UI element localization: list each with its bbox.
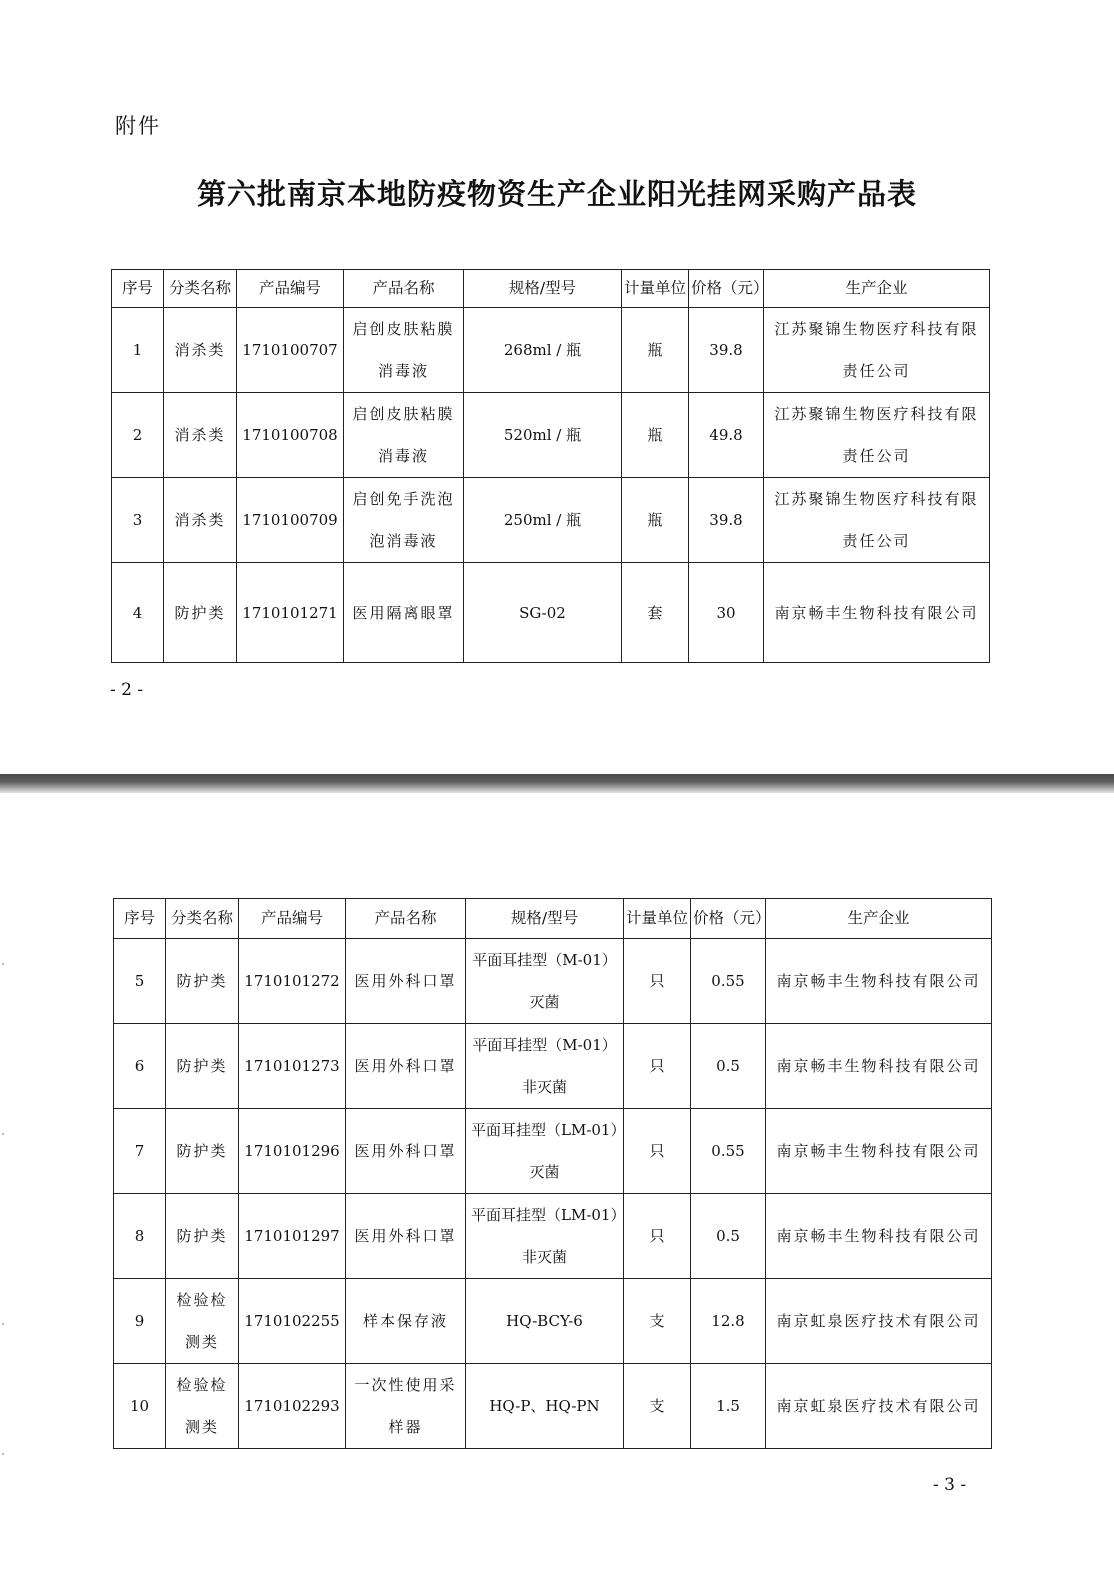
cell-name: 医用隔离眼罩 <box>344 563 464 663</box>
cell-name: 样本保存液 <box>346 1279 466 1364</box>
cell-spec: SG-02 <box>464 563 622 663</box>
product-table-page-3 <box>113 898 992 1449</box>
cell-no: 10 <box>114 1364 166 1449</box>
header-unit: 计量单位 <box>622 270 689 308</box>
page-number: - 3 - <box>933 1475 967 1495</box>
cell-code: 1710101271 <box>237 563 344 663</box>
cell-unit: 瓶 <box>622 393 689 478</box>
cell-unit: 瓶 <box>622 478 689 563</box>
cell-name: 启创皮肤粘膜消毒液 <box>344 308 464 393</box>
cell-code: 1710102293 <box>239 1364 346 1449</box>
header-company: 生产企业 <box>764 270 990 308</box>
cell-code: 1710100709 <box>237 478 344 563</box>
cell-company: 江苏聚锦生物医疗科技有限责任公司 <box>764 308 990 393</box>
cell-unit: 只 <box>624 1024 691 1109</box>
header-category: 分类名称 <box>164 270 237 308</box>
header-name: 产品名称 <box>346 899 466 939</box>
cell-price: 39.8 <box>689 308 764 393</box>
header-spec: 规格/型号 <box>464 270 622 308</box>
table-row <box>114 1109 992 1194</box>
scan-speck <box>2 1133 4 1135</box>
table-row <box>112 308 990 393</box>
cell-unit: 支 <box>624 1364 691 1449</box>
cell-category: 检验检测类 <box>166 1279 239 1364</box>
header-unit: 计量单位 <box>624 899 691 939</box>
cell-spec: HQ-BCY-6 <box>466 1279 624 1364</box>
cell-no: 1 <box>112 308 164 393</box>
header-code: 产品编号 <box>237 270 344 308</box>
cell-no: 2 <box>112 393 164 478</box>
table-header-row <box>112 270 990 308</box>
cell-category: 消杀类 <box>164 308 237 393</box>
cell-unit: 支 <box>624 1279 691 1364</box>
cell-company: 江苏聚锦生物医疗科技有限责任公司 <box>764 478 990 563</box>
cell-name: 医用外科口罩 <box>346 1024 466 1109</box>
cell-spec: 平面耳挂型（LM-01）灭菌 <box>466 1109 624 1194</box>
page-separator <box>0 774 1114 793</box>
cell-code: 1710101297 <box>239 1194 346 1279</box>
cell-company: 南京畅丰生物科技有限公司 <box>766 1024 992 1109</box>
header-price: 价格（元） <box>691 899 766 939</box>
header-spec: 规格/型号 <box>466 899 624 939</box>
cell-spec: 250ml / 瓶 <box>464 478 622 563</box>
cell-price: 39.8 <box>689 478 764 563</box>
cell-name: 启创皮肤粘膜消毒液 <box>344 393 464 478</box>
cell-code: 1710100707 <box>237 308 344 393</box>
cell-company: 南京虹泉医疗技术有限公司 <box>766 1364 992 1449</box>
cell-price: 0.55 <box>691 1109 766 1194</box>
header-no: 序号 <box>114 899 166 939</box>
cell-category: 防护类 <box>166 939 239 1024</box>
cell-company: 南京畅丰生物科技有限公司 <box>766 1194 992 1279</box>
table-row <box>114 1194 992 1279</box>
table-header-row <box>114 899 992 939</box>
cell-spec: 268ml / 瓶 <box>464 308 622 393</box>
header-name: 产品名称 <box>344 270 464 308</box>
table-row <box>114 1279 992 1364</box>
cell-price: 0.55 <box>691 939 766 1024</box>
cell-category: 防护类 <box>166 1109 239 1194</box>
scan-speck <box>2 963 4 965</box>
cell-unit: 套 <box>622 563 689 663</box>
cell-spec: 平面耳挂型（M-01）灭菌 <box>466 939 624 1024</box>
cell-unit: 只 <box>624 1109 691 1194</box>
cell-spec: 平面耳挂型（M-01）非灭菌 <box>466 1024 624 1109</box>
header-category: 分类名称 <box>166 899 239 939</box>
cell-unit: 只 <box>624 939 691 1024</box>
header-company: 生产企业 <box>766 899 992 939</box>
cell-category: 防护类 <box>166 1194 239 1279</box>
cell-no: 9 <box>114 1279 166 1364</box>
cell-price: 0.5 <box>691 1024 766 1109</box>
cell-code: 1710101273 <box>239 1024 346 1109</box>
document-title: 第六批南京本地防疫物资生产企业阳光挂网采购产品表 <box>196 177 917 211</box>
cell-category: 检验检测类 <box>166 1364 239 1449</box>
table-row <box>112 563 990 663</box>
header-no: 序号 <box>112 270 164 308</box>
table-row <box>112 478 990 563</box>
cell-name: 医用外科口罩 <box>346 1109 466 1194</box>
header-code: 产品编号 <box>239 899 346 939</box>
cell-code: 1710101272 <box>239 939 346 1024</box>
cell-company: 南京畅丰生物科技有限公司 <box>764 563 990 663</box>
table-row <box>114 939 992 1024</box>
table-row <box>114 1024 992 1109</box>
cell-spec: HQ-P、HQ-PN <box>466 1364 624 1449</box>
cell-no: 5 <box>114 939 166 1024</box>
scan-speck <box>2 1453 4 1455</box>
cell-company: 南京畅丰生物科技有限公司 <box>766 1109 992 1194</box>
scan-speck <box>2 1323 4 1325</box>
header-price: 价格（元） <box>689 270 764 308</box>
cell-category: 防护类 <box>164 563 237 663</box>
cell-name: 一次性使用采样器 <box>346 1364 466 1449</box>
product-table-page-2 <box>111 269 990 663</box>
cell-price: 1.5 <box>691 1364 766 1449</box>
cell-company: 南京畅丰生物科技有限公司 <box>766 939 992 1024</box>
cell-category: 防护类 <box>166 1024 239 1109</box>
cell-no: 7 <box>114 1109 166 1194</box>
cell-no: 6 <box>114 1024 166 1109</box>
cell-company: 江苏聚锦生物医疗科技有限责任公司 <box>764 393 990 478</box>
cell-spec: 平面耳挂型（LM-01）非灭菌 <box>466 1194 624 1279</box>
cell-code: 1710100708 <box>237 393 344 478</box>
cell-unit: 瓶 <box>622 308 689 393</box>
document-page-2 <box>0 0 1114 774</box>
cell-company: 南京虹泉医疗技术有限公司 <box>766 1279 992 1364</box>
cell-price: 12.8 <box>691 1279 766 1364</box>
cell-price: 49.8 <box>689 393 764 478</box>
table-row <box>114 1364 992 1449</box>
cell-code: 1710102255 <box>239 1279 346 1364</box>
cell-spec: 520ml / 瓶 <box>464 393 622 478</box>
cell-name: 医用外科口罩 <box>346 1194 466 1279</box>
cell-code: 1710101296 <box>239 1109 346 1194</box>
cell-category: 消杀类 <box>164 478 237 563</box>
cell-no: 8 <box>114 1194 166 1279</box>
cell-name: 医用外科口罩 <box>346 939 466 1024</box>
cell-unit: 只 <box>624 1194 691 1279</box>
cell-price: 0.5 <box>691 1194 766 1279</box>
table-row <box>112 393 990 478</box>
cell-no: 3 <box>112 478 164 563</box>
page-number: - 2 - <box>110 680 144 700</box>
cell-name: 启创免手洗泡泡消毒液 <box>344 478 464 563</box>
cell-price: 30 <box>689 563 764 663</box>
attachment-label: 附件 <box>115 114 161 138</box>
cell-category: 消杀类 <box>164 393 237 478</box>
cell-no: 4 <box>112 563 164 663</box>
